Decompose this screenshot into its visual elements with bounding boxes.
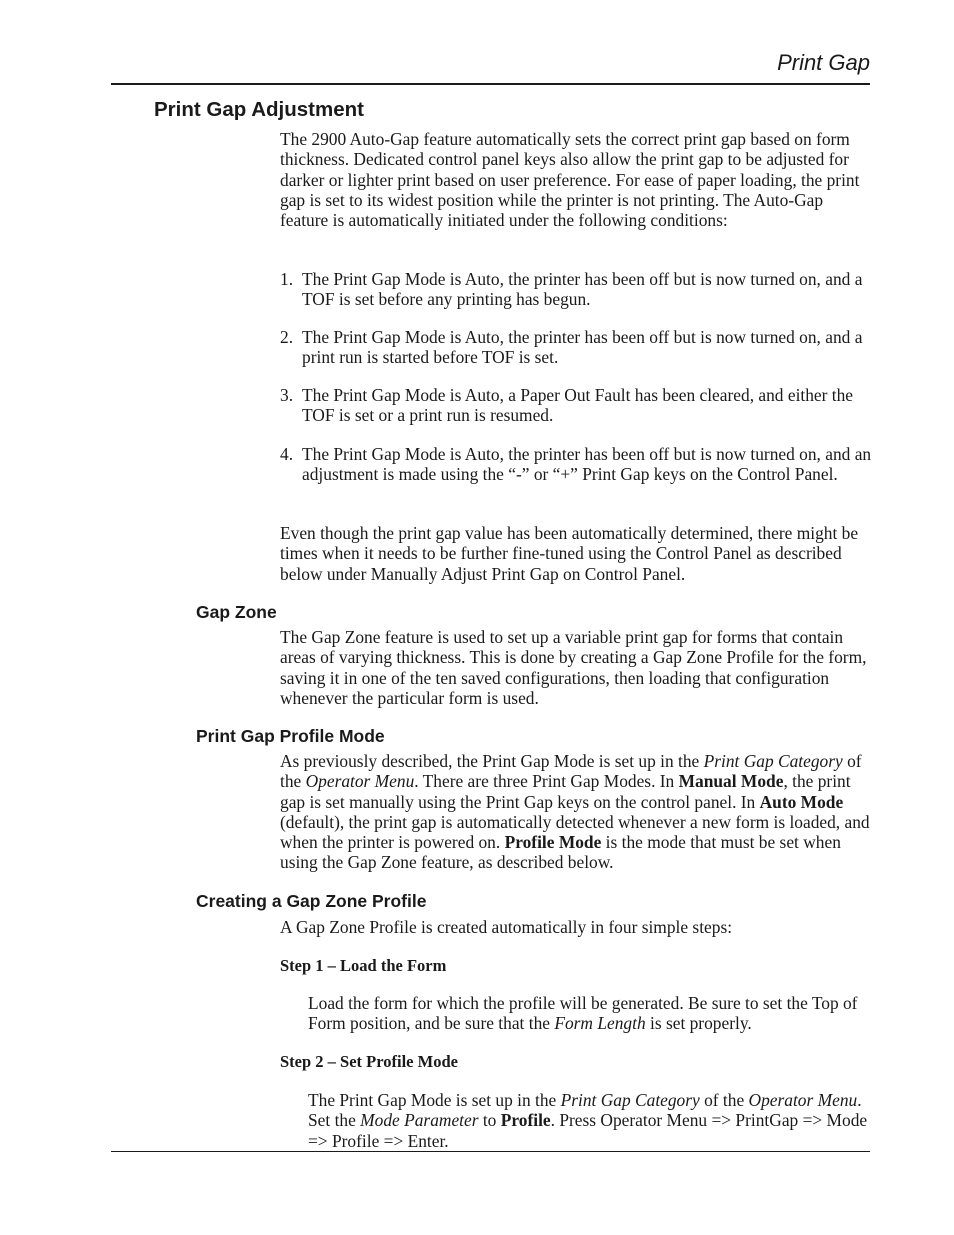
step-2-paragraph (308, 1090, 873, 1151)
running-header-title: Print Gap (777, 50, 870, 75)
footer-rule (111, 1151, 870, 1152)
gap-zone-heading: Gap Zone (196, 602, 277, 622)
section-title: Print Gap Adjustment (154, 98, 364, 121)
condition-text: The Print Gap Mode is Auto, the printer has been off but is now turned on, and a print run is started before TOF is set. (302, 327, 863, 368)
condition-number: 4. (280, 444, 294, 464)
condition-item-2 (280, 327, 872, 368)
condition-item-4 (280, 444, 872, 485)
profile-mode-text: As previously described, the Print Gap Mode is set up in the Print Gap Category of the Operator Menu. There are three Print Gap Modes. In Manual Mode, the print gap is set manually using the Print Gap keys on the control panel. In Auto Mode (default), the print gap is automatically detected whenever a new form is loaded, and when the printer is powered on. Profile Mode is the mode that must be set when using the Gap Zone feature, as described below. (280, 751, 870, 873)
condition-item-3 (280, 385, 872, 426)
creating-intro-text: A Gap Zone Profile is created automatically in four simple steps: (280, 917, 733, 937)
condition-text: The Print Gap Mode is Auto, the printer has been off but is now turned on, and a TOF is set before any printing has begun. (302, 269, 863, 310)
condition-number: 2. (280, 327, 294, 347)
step-1-heading: Step 1 – Load the Form (280, 956, 447, 975)
header-rule (111, 83, 870, 85)
step-1-text: Load the form for which the profile will be generated. Be sure to set the Top of Form position, and be sure that the Form Length is set properly. (308, 993, 858, 1034)
finetune-text: Even though the print gap value has been automatically determined, there might be times when it needs to be further fine-tuned using the Control Panel as described below under Manually Adjust Print Gap on Control Panel. (280, 523, 859, 584)
profile-mode-heading: Print Gap Profile Mode (196, 726, 385, 746)
finetune-paragraph (280, 523, 872, 584)
condition-number: 3. (280, 385, 294, 405)
profile-mode-paragraph (280, 751, 872, 873)
step-1-paragraph (308, 993, 873, 1034)
condition-text: The Print Gap Mode is Auto, the printer has been off but is now turned on, and an adjustment is made using the “-” or “+” Print Gap keys on the Control Panel. (302, 444, 872, 485)
condition-item-1 (280, 269, 872, 310)
creating-intro-paragraph (280, 917, 872, 937)
creating-profile-heading: Creating a Gap Zone Profile (196, 891, 427, 911)
step-2-text: The Print Gap Mode is set up in the Print Gap Category of the Operator Menu. Set the Mode Parameter to Profile. Press Operator Menu => PrintGap => Mode => Profile => Enter. (308, 1090, 868, 1151)
gap-zone-text: The Gap Zone feature is used to set up a variable print gap for forms that contain areas of varying thickness. This is done by creating a Gap Zone Profile for the form, saving it in one of the ten saved configurations, then loading that configuration whenever the particular form is used. (280, 627, 867, 708)
gap-zone-paragraph (280, 627, 872, 708)
step-2-heading: Step 2 – Set Profile Mode (280, 1052, 458, 1071)
intro-text: The 2900 Auto-Gap feature automatically sets the correct print gap based on form thickness. Dedicated control panel keys also allow the print gap to be adjusted for darker or lighter print based on user preference. For ease of paper loading, the print gap is set to its widest position while the printer is not printing. The Auto-Gap feature is automatically initiated under the following conditions: (280, 129, 860, 231)
condition-number: 1. (280, 269, 294, 289)
intro-paragraph (280, 129, 872, 230)
condition-text: The Print Gap Mode is Auto, a Paper Out Fault has been cleared, and either the TOF is set or a print run is resumed. (302, 385, 854, 426)
